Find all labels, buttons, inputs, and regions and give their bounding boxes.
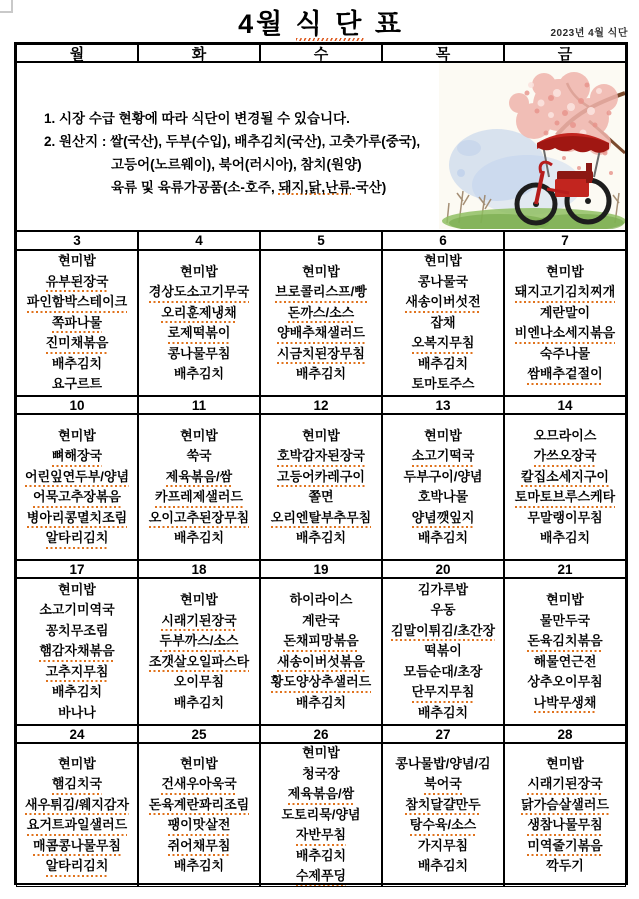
menu-cell-28 bbox=[504, 743, 626, 887]
date-cell-18 bbox=[138, 560, 260, 578]
menu-item: 숙주나물 bbox=[539, 345, 591, 361]
menu-item: 배추김치 bbox=[173, 694, 225, 710]
menu-item: 오리엔탈부추무침 bbox=[271, 508, 371, 529]
menu-item: 잡채 bbox=[430, 314, 456, 330]
menu-item: 칼집소세지구이 bbox=[521, 467, 609, 488]
weekday-label: 목 bbox=[435, 45, 451, 62]
menu-cell-20 bbox=[382, 578, 504, 725]
date-cell-21 bbox=[504, 560, 626, 578]
menu-item: 콩나물밥/양념/김 bbox=[395, 755, 491, 771]
date-cell-17 bbox=[16, 560, 138, 578]
menu-item: 어린잎연두부/양념 bbox=[25, 467, 129, 488]
menu-item: 모듬순대/초장 bbox=[403, 663, 483, 679]
menu-item: 콩나물국 bbox=[417, 273, 469, 289]
menu-item: 닭가슴살샐러드 bbox=[521, 795, 609, 816]
menu-item: 떡볶이 bbox=[424, 643, 462, 659]
date-number: 12 bbox=[313, 397, 329, 413]
date-cell-4 bbox=[138, 231, 260, 250]
menu-item: 시래기된장국 bbox=[161, 611, 236, 632]
menu-item: 배추김치 bbox=[173, 530, 225, 545]
date-cell-7 bbox=[504, 231, 626, 250]
menu-item: 계란국 bbox=[302, 612, 340, 628]
date-number: 24 bbox=[69, 726, 85, 742]
page-title bbox=[14, 2, 628, 41]
menu-item: 쪽파나물 bbox=[52, 313, 102, 334]
menu-item: 두부까스/소스 bbox=[160, 631, 239, 652]
menu-item: 단무지무침 bbox=[412, 682, 475, 703]
menu-item: 양배추채샐러드 bbox=[277, 323, 365, 344]
date-number: 14 bbox=[557, 397, 573, 413]
menu-item: 무말랭이무침 bbox=[527, 509, 603, 525]
menu-item: 수제푸딩 bbox=[296, 866, 346, 887]
menu-item: 현미밥 bbox=[180, 755, 218, 771]
menu-item: 현미밥 bbox=[180, 592, 218, 607]
notice-line2: 2. 원산지 : 쌀(국산), 두부(수입), 배추김치(국산), 고춧가루(중국), bbox=[44, 134, 421, 149]
menu-item: 로제떡볶이 bbox=[168, 323, 231, 344]
menu-item: 파인함박스테이크 bbox=[27, 292, 127, 313]
date-number: 5 bbox=[317, 233, 325, 248]
menu-cell-11 bbox=[138, 414, 260, 560]
menu-item: 상추오이무침 bbox=[527, 674, 603, 689]
menu-item: 고등어카레구이 bbox=[277, 467, 365, 488]
menu-cell-19 bbox=[260, 578, 382, 725]
menu-item: 쫄면 bbox=[308, 489, 334, 504]
menu-item: 유부된장국 bbox=[46, 272, 109, 293]
menu-item: 북어국 bbox=[424, 774, 462, 795]
menu-item: 양념깻잎지 bbox=[412, 508, 475, 529]
menu-item: 배추김치 bbox=[417, 858, 469, 873]
date-number: 18 bbox=[191, 561, 207, 577]
date-cell-5 bbox=[260, 231, 382, 250]
menu-item: 현미밥 bbox=[302, 427, 340, 443]
menu-item: 현미밥 bbox=[302, 745, 340, 761]
menu-item: 배추김치 bbox=[417, 530, 469, 545]
menu-item: 미역줄기볶음 bbox=[527, 836, 602, 857]
menu-item: 어묵고추장볶음 bbox=[33, 487, 121, 508]
menu-item: 깍두기 bbox=[546, 858, 584, 873]
date-number: 26 bbox=[313, 726, 329, 742]
menu-item: 배추김치 bbox=[173, 366, 225, 381]
date-number: 4 bbox=[195, 233, 203, 248]
date-cell-14 bbox=[504, 396, 626, 414]
menu-item: 진미채볶음 bbox=[46, 333, 109, 354]
menu-item: 햄김치국 bbox=[52, 774, 102, 795]
date-number: 13 bbox=[435, 397, 451, 413]
menu-item: 돈까스/소스 bbox=[288, 303, 354, 324]
menu-item: 현미밥 bbox=[302, 263, 340, 279]
notice-text bbox=[44, 107, 420, 199]
menu-cell-12 bbox=[260, 414, 382, 560]
menu-item: 돈채피망볶음 bbox=[283, 631, 358, 652]
menu-item: 배추김치 bbox=[295, 530, 347, 545]
weekday-header-3 bbox=[260, 44, 382, 62]
menu-item: 쑥국 bbox=[186, 448, 212, 463]
menu-item: 돈육김치볶음 bbox=[527, 631, 602, 652]
menu-item: 콩나물무침 bbox=[167, 345, 231, 361]
menu-item: 참치달걀만두 bbox=[405, 795, 480, 816]
menu-item: 배추김치 bbox=[51, 355, 103, 371]
menu-item: 현미밥 bbox=[546, 755, 584, 771]
menu-item: 배추김치 bbox=[51, 684, 103, 700]
menu-item: 소고기떡국 bbox=[412, 446, 475, 467]
menu-item: 현미밥 bbox=[58, 253, 96, 269]
date-cell-20 bbox=[382, 560, 504, 578]
title-suffix: 표 bbox=[364, 9, 404, 39]
menu-item: 배추김치 bbox=[173, 858, 225, 873]
menu-item: 알타리김치 bbox=[46, 528, 109, 549]
date-cell-3 bbox=[16, 231, 138, 250]
menu-cell-21 bbox=[504, 578, 626, 725]
weekday-header-1 bbox=[16, 44, 138, 62]
notice-line4_prefix: 육류 및 육류가공품(소-호주, bbox=[111, 180, 279, 195]
menu-item: 오이무침 bbox=[173, 674, 225, 689]
date-cell-11 bbox=[138, 396, 260, 414]
menu-item: 호박감자된장국 bbox=[277, 446, 365, 467]
menu-item: 뼈해장국 bbox=[52, 446, 102, 467]
date-number: 20 bbox=[435, 561, 451, 577]
date-number: 19 bbox=[313, 561, 329, 577]
menu-cell-26 bbox=[260, 743, 382, 887]
menu-cell-18 bbox=[138, 578, 260, 725]
menu-item: 요거트과일샐러드 bbox=[27, 815, 127, 836]
menu-item: 배추김치 bbox=[295, 366, 347, 381]
weekday-header-2 bbox=[138, 44, 260, 62]
date-cell-6 bbox=[382, 231, 504, 250]
menu-item: 꽁치무조림 bbox=[45, 622, 109, 638]
menu-item: 비엔나소세지볶음 bbox=[515, 323, 615, 344]
date-number: 11 bbox=[191, 397, 207, 413]
menu-item: 물만두국 bbox=[539, 612, 591, 628]
date-cell-19 bbox=[260, 560, 382, 578]
menu-item: 나박무생채 bbox=[534, 693, 597, 714]
menu-item: 현미밥 bbox=[58, 755, 96, 771]
date-cell-25 bbox=[138, 725, 260, 743]
menu-item: 병아리콩멸치조림 bbox=[27, 508, 127, 529]
date-number: 25 bbox=[191, 726, 207, 742]
menu-item: 돈육계란꽈리조림 bbox=[149, 795, 249, 816]
menu-cell-27 bbox=[382, 743, 504, 887]
menu-item: 새우튀김/웨지감자 bbox=[25, 795, 129, 816]
notice-line4 bbox=[44, 176, 420, 199]
menu-cell-6 bbox=[382, 250, 504, 396]
menu-item: 생참나물무침 bbox=[527, 815, 602, 836]
menu-item: 가지무침 bbox=[417, 837, 469, 853]
menu-item: 배추김치 bbox=[417, 355, 469, 371]
menu-item: 제육볶음/쌈 bbox=[288, 784, 354, 805]
menu-item: 새송이버섯볶음 bbox=[277, 652, 365, 673]
menu-item: 현미밥 bbox=[180, 263, 218, 279]
menu-item: 조갯살오일파스타 bbox=[149, 652, 249, 673]
menu-cell-4 bbox=[138, 250, 260, 396]
menu-item: 토마토브루스케타 bbox=[515, 487, 615, 508]
menu-item: 청국장 bbox=[302, 765, 340, 781]
menu-item: 제육볶음/쌈 bbox=[166, 467, 232, 488]
menu-item: 카프레제샐러드 bbox=[155, 487, 243, 508]
date-cell-10 bbox=[16, 396, 138, 414]
menu-item: 고추지무침 bbox=[46, 662, 109, 683]
menu-item: 오이고추된장무침 bbox=[149, 508, 249, 529]
menu-item: 바나나 bbox=[58, 704, 96, 720]
menu-item: 토마토주스 bbox=[411, 376, 475, 392]
menu-item: 계란말이 bbox=[539, 304, 591, 320]
menu-item: 우동 bbox=[430, 602, 456, 618]
weekday-label: 화 bbox=[191, 45, 207, 62]
date-number: 28 bbox=[557, 726, 573, 742]
menu-cell-24 bbox=[16, 743, 138, 887]
menu-item: 새송이버섯전 bbox=[405, 292, 480, 313]
date-number: 3 bbox=[73, 233, 81, 248]
notice-line4_underlined: 돼지,닭,난류 bbox=[278, 180, 352, 195]
date-number: 6 bbox=[439, 233, 447, 248]
date-cell-26 bbox=[260, 725, 382, 743]
menu-cell-7 bbox=[504, 250, 626, 396]
menu-cell-3 bbox=[16, 250, 138, 396]
date-number: 27 bbox=[435, 726, 451, 742]
weekday-header-5 bbox=[504, 44, 626, 62]
menu-item: 두부구이/양념 bbox=[403, 468, 483, 484]
subtitle-date-label: 2023년 4월 식단 bbox=[550, 28, 628, 39]
menu-item: 오므라이스 bbox=[533, 427, 597, 443]
menu-item: 돼지고기김치찌개 bbox=[515, 282, 615, 303]
menu-item: 배추김치 bbox=[417, 704, 469, 720]
notice-line4_suffix: -국산) bbox=[351, 180, 387, 195]
menu-item: 탕수육/소스 bbox=[410, 815, 476, 836]
weekday-label: 금 bbox=[557, 45, 573, 62]
notice-line1: 1. 시장 수급 현황에 따라 식단이 변경될 수 있습니다. bbox=[44, 111, 350, 126]
menu-item: 현미밥 bbox=[546, 592, 584, 607]
title-underlined-part: 식 단 bbox=[295, 9, 365, 39]
menu-item: 현미밥 bbox=[424, 427, 462, 443]
menu-item: 해물연근전 bbox=[533, 653, 597, 669]
menu-item: 배추김치 bbox=[295, 694, 347, 710]
menu-item: 가쓰오장국 bbox=[534, 446, 597, 467]
menu-item: 햄감자채볶음 bbox=[39, 641, 114, 662]
menu-item: 황도양상추샐러드 bbox=[271, 672, 371, 693]
weekday-label: 월 bbox=[69, 45, 85, 62]
menu-item: 쌈배추겉절이 bbox=[527, 364, 602, 385]
date-number: 17 bbox=[69, 561, 85, 577]
menu-cell-13 bbox=[382, 414, 504, 560]
menu-item: 현미밥 bbox=[546, 263, 584, 279]
menu-item: 건새우아욱국 bbox=[161, 774, 236, 795]
menu-item: 시래기된장국 bbox=[527, 774, 602, 795]
menu-item: 현미밥 bbox=[180, 427, 218, 443]
weekday-label: 수 bbox=[313, 45, 329, 62]
menu-item: 소고기미역국 bbox=[39, 602, 115, 618]
menu-item: 브로콜리스프/빵 bbox=[275, 282, 367, 303]
date-number: 21 bbox=[557, 561, 573, 577]
date-number: 7 bbox=[561, 233, 569, 248]
weekday-header-4 bbox=[382, 44, 504, 62]
menu-item: 팽이맛살전 bbox=[168, 815, 231, 836]
notice-line3: 고등어(노르웨이), 북어(러시아), 참치(원양) bbox=[111, 157, 362, 172]
menu-item: 쥐어채무침 bbox=[168, 836, 231, 857]
menu-item: 요구르트 bbox=[51, 376, 103, 392]
menu-item: 자반무침 bbox=[296, 825, 346, 846]
menu-item: 도토리묵/양념 bbox=[281, 806, 361, 822]
menu-item: 알타리김치 bbox=[46, 856, 109, 877]
menu-item: 호박나물 bbox=[417, 489, 469, 504]
date-number: 10 bbox=[69, 397, 85, 413]
menu-cell-14 bbox=[504, 414, 626, 560]
menu-item: 매콤콩나물무침 bbox=[33, 836, 121, 857]
date-cell-13 bbox=[382, 396, 504, 414]
date-cell-24 bbox=[16, 725, 138, 743]
menu-item: 현미밥 bbox=[58, 427, 96, 443]
menu-item: 경상도소고기무국 bbox=[149, 282, 249, 303]
menu-cell-10 bbox=[16, 414, 138, 560]
date-cell-12 bbox=[260, 396, 382, 414]
notice-cell bbox=[16, 62, 626, 231]
menu-item: 현미밥 bbox=[58, 581, 96, 597]
menu-item: 오리훈제냉채 bbox=[161, 303, 236, 324]
menu-item: 김말이튀김/초간장 bbox=[391, 621, 495, 642]
date-cell-28 bbox=[504, 725, 626, 743]
cherry-blossom-tricycle-illustration bbox=[439, 63, 625, 229]
menu-item: 하이라이스 bbox=[289, 592, 353, 607]
menu-item: 배추김치 bbox=[539, 530, 591, 545]
menu-item: 시금치된장무침 bbox=[277, 344, 365, 365]
menu-cell-17 bbox=[16, 578, 138, 725]
menu-item: 현미밥 bbox=[424, 253, 462, 269]
menu-item: 김가루밥 bbox=[417, 581, 469, 597]
corner-crop-mark bbox=[0, 0, 13, 13]
menu-cell-5 bbox=[260, 250, 382, 396]
title-prefix: 4월 bbox=[238, 9, 296, 39]
menu-item: 오복지무침 bbox=[412, 333, 475, 354]
menu-item: 배추김치 bbox=[295, 847, 347, 863]
calendar-table bbox=[14, 42, 628, 885]
date-cell-27 bbox=[382, 725, 504, 743]
menu-cell-25 bbox=[138, 743, 260, 887]
